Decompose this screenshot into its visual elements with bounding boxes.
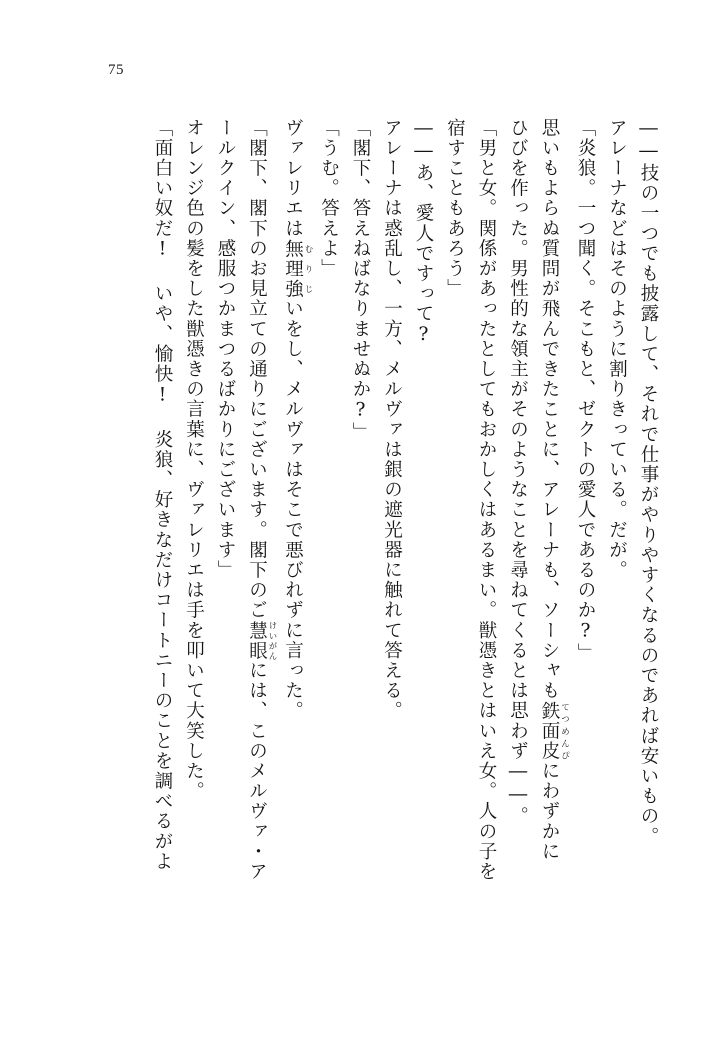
ruby-annotation: 無理強 むりじ	[282, 238, 313, 299]
text-line: アレーナなどはそのように割りきっている。だが。	[606, 118, 628, 581]
text-line: ールクイン、感服つかまつるばかりにございます」	[215, 118, 236, 581]
body-text	[64, 118, 664, 998]
ruby-annotation: 慧眼 けいがん	[246, 620, 277, 661]
text-line: 「面白い奴だ! いや、愉快! 炎狼、好きなだけコートニーのことを調べるがよ	[152, 118, 173, 872]
text-line: ひびを作った。男性的な領主がそのようなことを尋ねてくるとは思わず――。	[507, 118, 529, 827]
text-line: 「うむ。答えよ」	[318, 118, 340, 279]
text-line: 「閣下、閣下のお見立ての通りにございます。閣下のご慧眼 けいがんには、このメルヴァ・ア	[246, 118, 277, 882]
text-line: アレーナは惑乱し、一方、メルヴァは銀の遮光器に触れて答える。	[381, 118, 403, 721]
text-line: 「炎狼。一つ聞く。そこもと、ゼクトの愛人であるのか?」	[575, 118, 596, 664]
ruby-annotation: 鉄面皮 てつめんぴ	[539, 700, 570, 762]
text-line: ヴァレリエは無理強 むりじいをし、メルヴァはそこで悪びれずに言った。	[282, 118, 313, 722]
page-number: 75	[108, 62, 124, 78]
text-line: オレンジ色の髪をした獣憑きの言葉に、ヴァレリエは手を叩いて大笑した。	[183, 118, 205, 802]
text-line: 宿すこともあろう」	[444, 118, 466, 299]
text-line: ――技の一つでも披露して、それで仕事がやりやすくなるのであれば安いもの。	[638, 118, 659, 847]
text-line: 思いもよらぬ質問が飛んできたことに、アレーナも、ソーシャも鉄面皮 てつめんぴにわずかに	[539, 118, 570, 862]
text-line: ――あ、愛人ですって?	[413, 118, 434, 347]
text-line: 「閣下、答えねばなりませぬか?」	[350, 118, 371, 443]
text-line: 「男と女。関係があったとしてもおかしくはあるまい。獣憑きとはいえ女。人の子を	[476, 118, 497, 882]
